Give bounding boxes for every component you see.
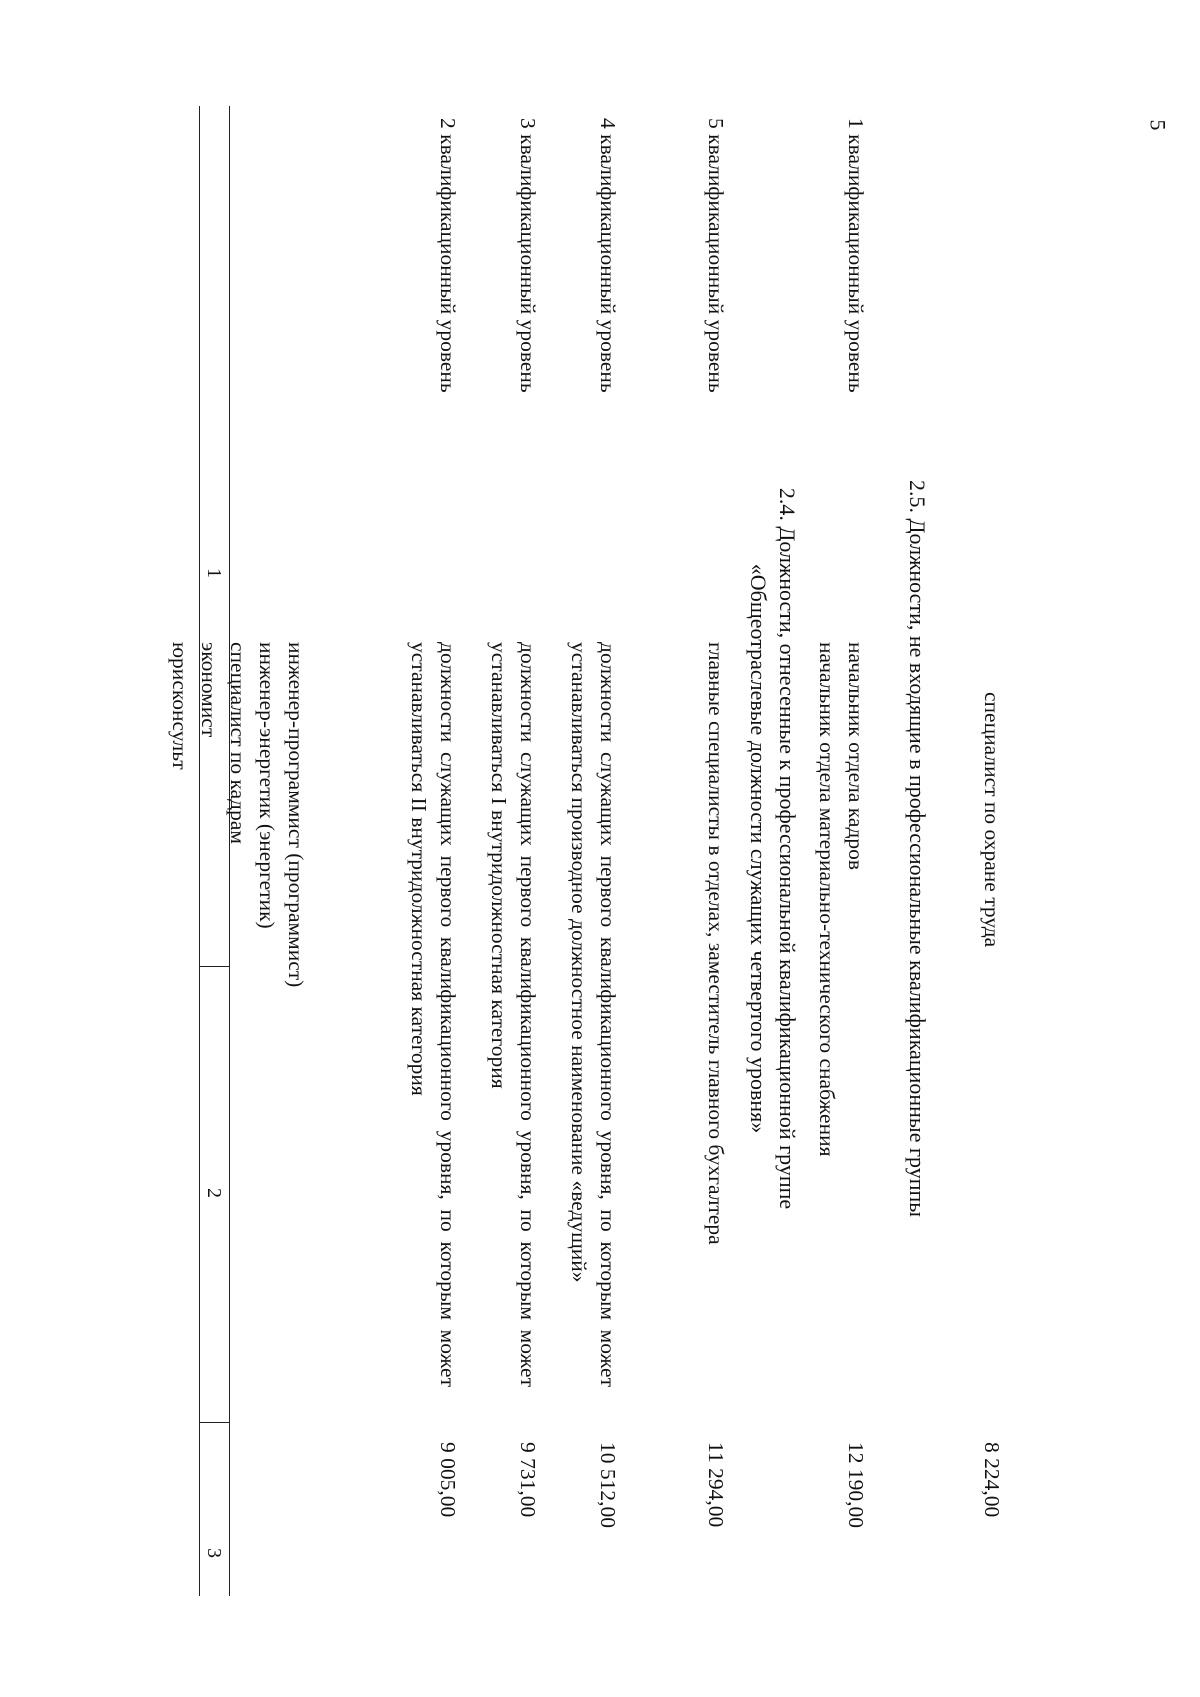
section-title-line: 2.5. Должности, не входящие в профессиональные квалификационные группы bbox=[905, 479, 930, 1218]
column-number-3: 3 bbox=[203, 1548, 225, 1558]
list-item: юрисконсульт bbox=[168, 642, 192, 770]
qualification-level: 2 квалификационный уровень bbox=[436, 118, 460, 393]
page-number: 5 bbox=[1145, 119, 1171, 131]
qualification-level: 1 квалификационный уровень bbox=[844, 118, 868, 393]
list-item: специалист по кадрам bbox=[226, 642, 250, 845]
position-description: специалист по охране труда bbox=[980, 692, 1004, 948]
qualification-level: 4 квалификационный уровень bbox=[596, 118, 620, 393]
section-title-line: 2.4. Должности, отнесенные к профессиональной квалификационной группе bbox=[775, 487, 800, 1210]
section-title-line: «Общеотраслевые должности служащих четвертого уровня» bbox=[746, 563, 771, 1134]
column-number-1: 1 bbox=[203, 568, 225, 578]
section-heading-2-5 bbox=[903, 0, 932, 1697]
list-item: начальник отдела кадров bbox=[844, 642, 868, 871]
salary-value: 9 005,00 bbox=[436, 1442, 460, 1518]
salary-value: 11 294,00 bbox=[704, 1442, 728, 1528]
section-heading-2-4 bbox=[744, 0, 802, 1697]
position-list-items bbox=[165, 642, 310, 1387]
qualification-level: 3 квалификационный уровень bbox=[516, 118, 540, 393]
list-item: инженер-программист (программист) bbox=[284, 642, 308, 988]
salary-value: 9 731,00 bbox=[516, 1442, 540, 1518]
column-divider-2 bbox=[199, 1422, 230, 1423]
qualification-level: 5 квалификационный уровень bbox=[704, 118, 728, 393]
list-item: экономист bbox=[197, 642, 221, 738]
salary-value: 10 512,00 bbox=[596, 1442, 620, 1528]
salary-value: 8 224,00 bbox=[980, 1442, 1004, 1518]
position-description bbox=[812, 642, 870, 1387]
position-description: должности служащих первого квалификационного уровня, по которым может устанавливаться производное должностное наименование «ведущий» bbox=[567, 642, 620, 1387]
position-description: должности служащих первого квалификационного уровня, по которым может устанавливаться II внутридолжностная категория bbox=[407, 642, 460, 1387]
position-description: главные специалисты в отделах, заместитель главного бухгалтера bbox=[704, 642, 728, 1245]
salary-value: 12 190,00 bbox=[844, 1442, 868, 1528]
list-item: инженер-энергетик (энергетик) bbox=[255, 642, 279, 929]
position-description: должности служащих первого квалификационного уровня, по которым может устанавливаться I внутридолжностная категория bbox=[487, 642, 540, 1387]
list-item: начальник отдела материально-технического снабжения bbox=[815, 642, 839, 1157]
column-number-2: 2 bbox=[203, 1188, 225, 1198]
